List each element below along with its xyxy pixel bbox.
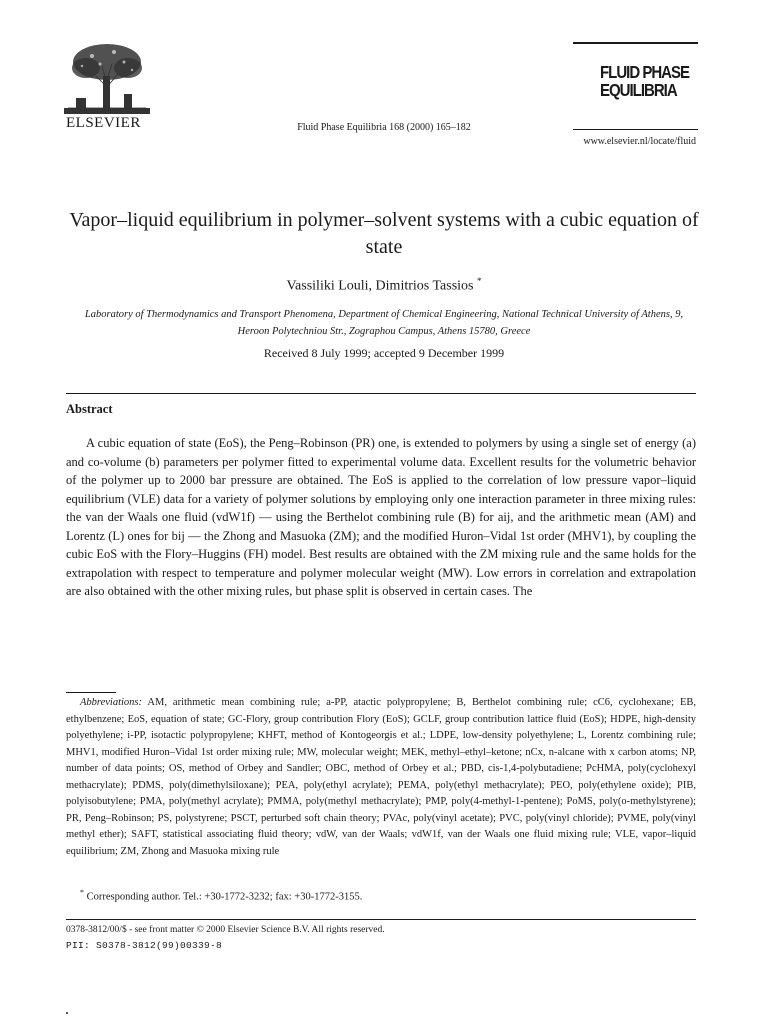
- corresponding-author-footnote: [80, 888, 362, 903]
- abstract-paragraph: A cubic equation of state (EoS), the Peng–Robinson (PR) one, is extended to polymers by using a single set of energy (a) and co-volume (b) parameters per polymer fitted to experimental volume data. Excellent results for the volumetric behavior of the polymer up to 2000 bar pressure are obtained. The EoS is applied to the correlation of low pressure vapor–liquid equilibrium (VLE) data for a variety of polymer solutions by employing only one interaction parameter in three mixing rules: the van der Waals one fluid (vdW1f) — using the Berthelot combining rule (B) for aij, and the arithmetic mean (AM) and Lorentz (L) ones for bij — the Zhong and Masuoka (ZM); and the modified Huron–Vidal 1st order (MHV1), by coupling the cubic EoS with the Flory–Huggins (FH) model. Best results are obtained with the ZM mixing rule and the same holds for the extrapolation with respect to temperature and polymer molecular weight (MW). Low errors in correlation and extrapolation are also obtained with the other mixing rules, but phase split is observed in certain cases. The: [66, 436, 696, 598]
- article-authors: [0, 276, 768, 295]
- header-rule-top: [573, 42, 698, 44]
- journal-citation: Fluid Phase Equilibria 168 (2000) 165–182: [297, 122, 471, 133]
- journal-logo-line1: FLUID PHASE: [600, 62, 690, 83]
- front-matter-divider: [66, 919, 696, 920]
- corresponding-footnote-mark: *: [80, 888, 84, 897]
- page-speck: [66, 1012, 68, 1014]
- received-dates: Received 8 July 1999; accepted 9 December 1999: [263, 346, 505, 360]
- author-names: Vassiliki Louli, Dimitrios Tassios: [286, 278, 474, 294]
- header-rule-bottom: [573, 129, 698, 130]
- abstract-body: [66, 434, 696, 601]
- abbreviations-label: Abbreviations:: [80, 697, 143, 708]
- issn-line: 0378-3812/00/$ - see front matter © 2000 Elsevier Science B.V. All rights reserved.: [66, 925, 385, 935]
- corresponding-author-text: Corresponding author. Tel.: +30-1772-3232; fax: +30-1772-3155.: [86, 891, 363, 903]
- journal-url-link[interactable]: www.elsevier.nl/locate/fluid: [583, 136, 696, 147]
- journal-logo-line2: EQUILIBRIA: [600, 81, 677, 101]
- abstract-heading: Abstract: [66, 402, 113, 416]
- abbreviations-footnote: [66, 695, 696, 860]
- elsevier-tree-icon: [62, 38, 152, 116]
- journal-logo: [600, 64, 689, 101]
- pii-line: PII: S0378-3812(99)00339-8: [66, 940, 223, 951]
- corresponding-author-mark[interactable]: *: [477, 276, 482, 286]
- author-affiliation: Laboratory of Thermodynamics and Transport Phenomena, Department of Chemical Engineering, National Technical University of Athens, 9, Heroon Polytechniou Str., Zographou Campus, Athens 15780, Greece: [84, 309, 684, 337]
- article-title: Vapor–liquid equilibrium in polymer–solvent systems with a cubic equation of state: [69, 209, 699, 258]
- abstract-divider: [66, 393, 696, 394]
- footnote-divider: [66, 692, 116, 693]
- abbreviations-text: AM, arithmetic mean combining rule; a-PP, atactic polypropylene; B, Berthelot combining rule; cC6, cyclohexane; EB, ethylbenzene; EoS, equation of state; GC-Flory, group contribution Flory (EoS); GCLF, group contribution lattice fluid (EoS); HDPE, high-density polyethylene; i-PP, isotactic polypropylene; KHFT, method of Kontogeorgis et al.; LDPE, low-density polyethylene; L, Lorentz combining rule; MHV1, modified Huron–Vidal 1st order mixing rule; MW, molecular weight; MEK, methyl–ethyl–ketone; nCx, n-alcane with x carbon atoms; NP, number of data points; OS, method of Orbey and Sandler; OBC, method of Orbey et al.; PBD, cis-1,4-polybutadiene; PcHMA, poly(cyclohexyl methacrylate); PDMS, poly(dimethylsiloxane); PEA, poly(ethyl acrylate); PEMA, poly(ethyl methacrylate); PEO, poly(ethylene oxide); PIB, polyisobutylene; PMA, poly(methyl acrylate); PMMA, poly(methyl methacrylate); PMP, poly(4-methyl-1-pentene); PoMS, poly(o-methylstyrene); PR, Peng–Robinson; PS, polystyrene; PSCT, perturbed soft chain theory; PVAc, poly(vinyl acetate); PVC, poly(vinyl chloride); PVME, poly(vinyl methyl ether); SAFT, statistical associating fluid theory; vdW, van der Waals; vdW1f, van der Waals one fluid mixing rule; VLE, vapor–liquid equilibrium; ZM, Zhong and Masuoka mixing rule: [66, 697, 696, 857]
- publisher-name: ELSEVIER: [66, 115, 141, 131]
